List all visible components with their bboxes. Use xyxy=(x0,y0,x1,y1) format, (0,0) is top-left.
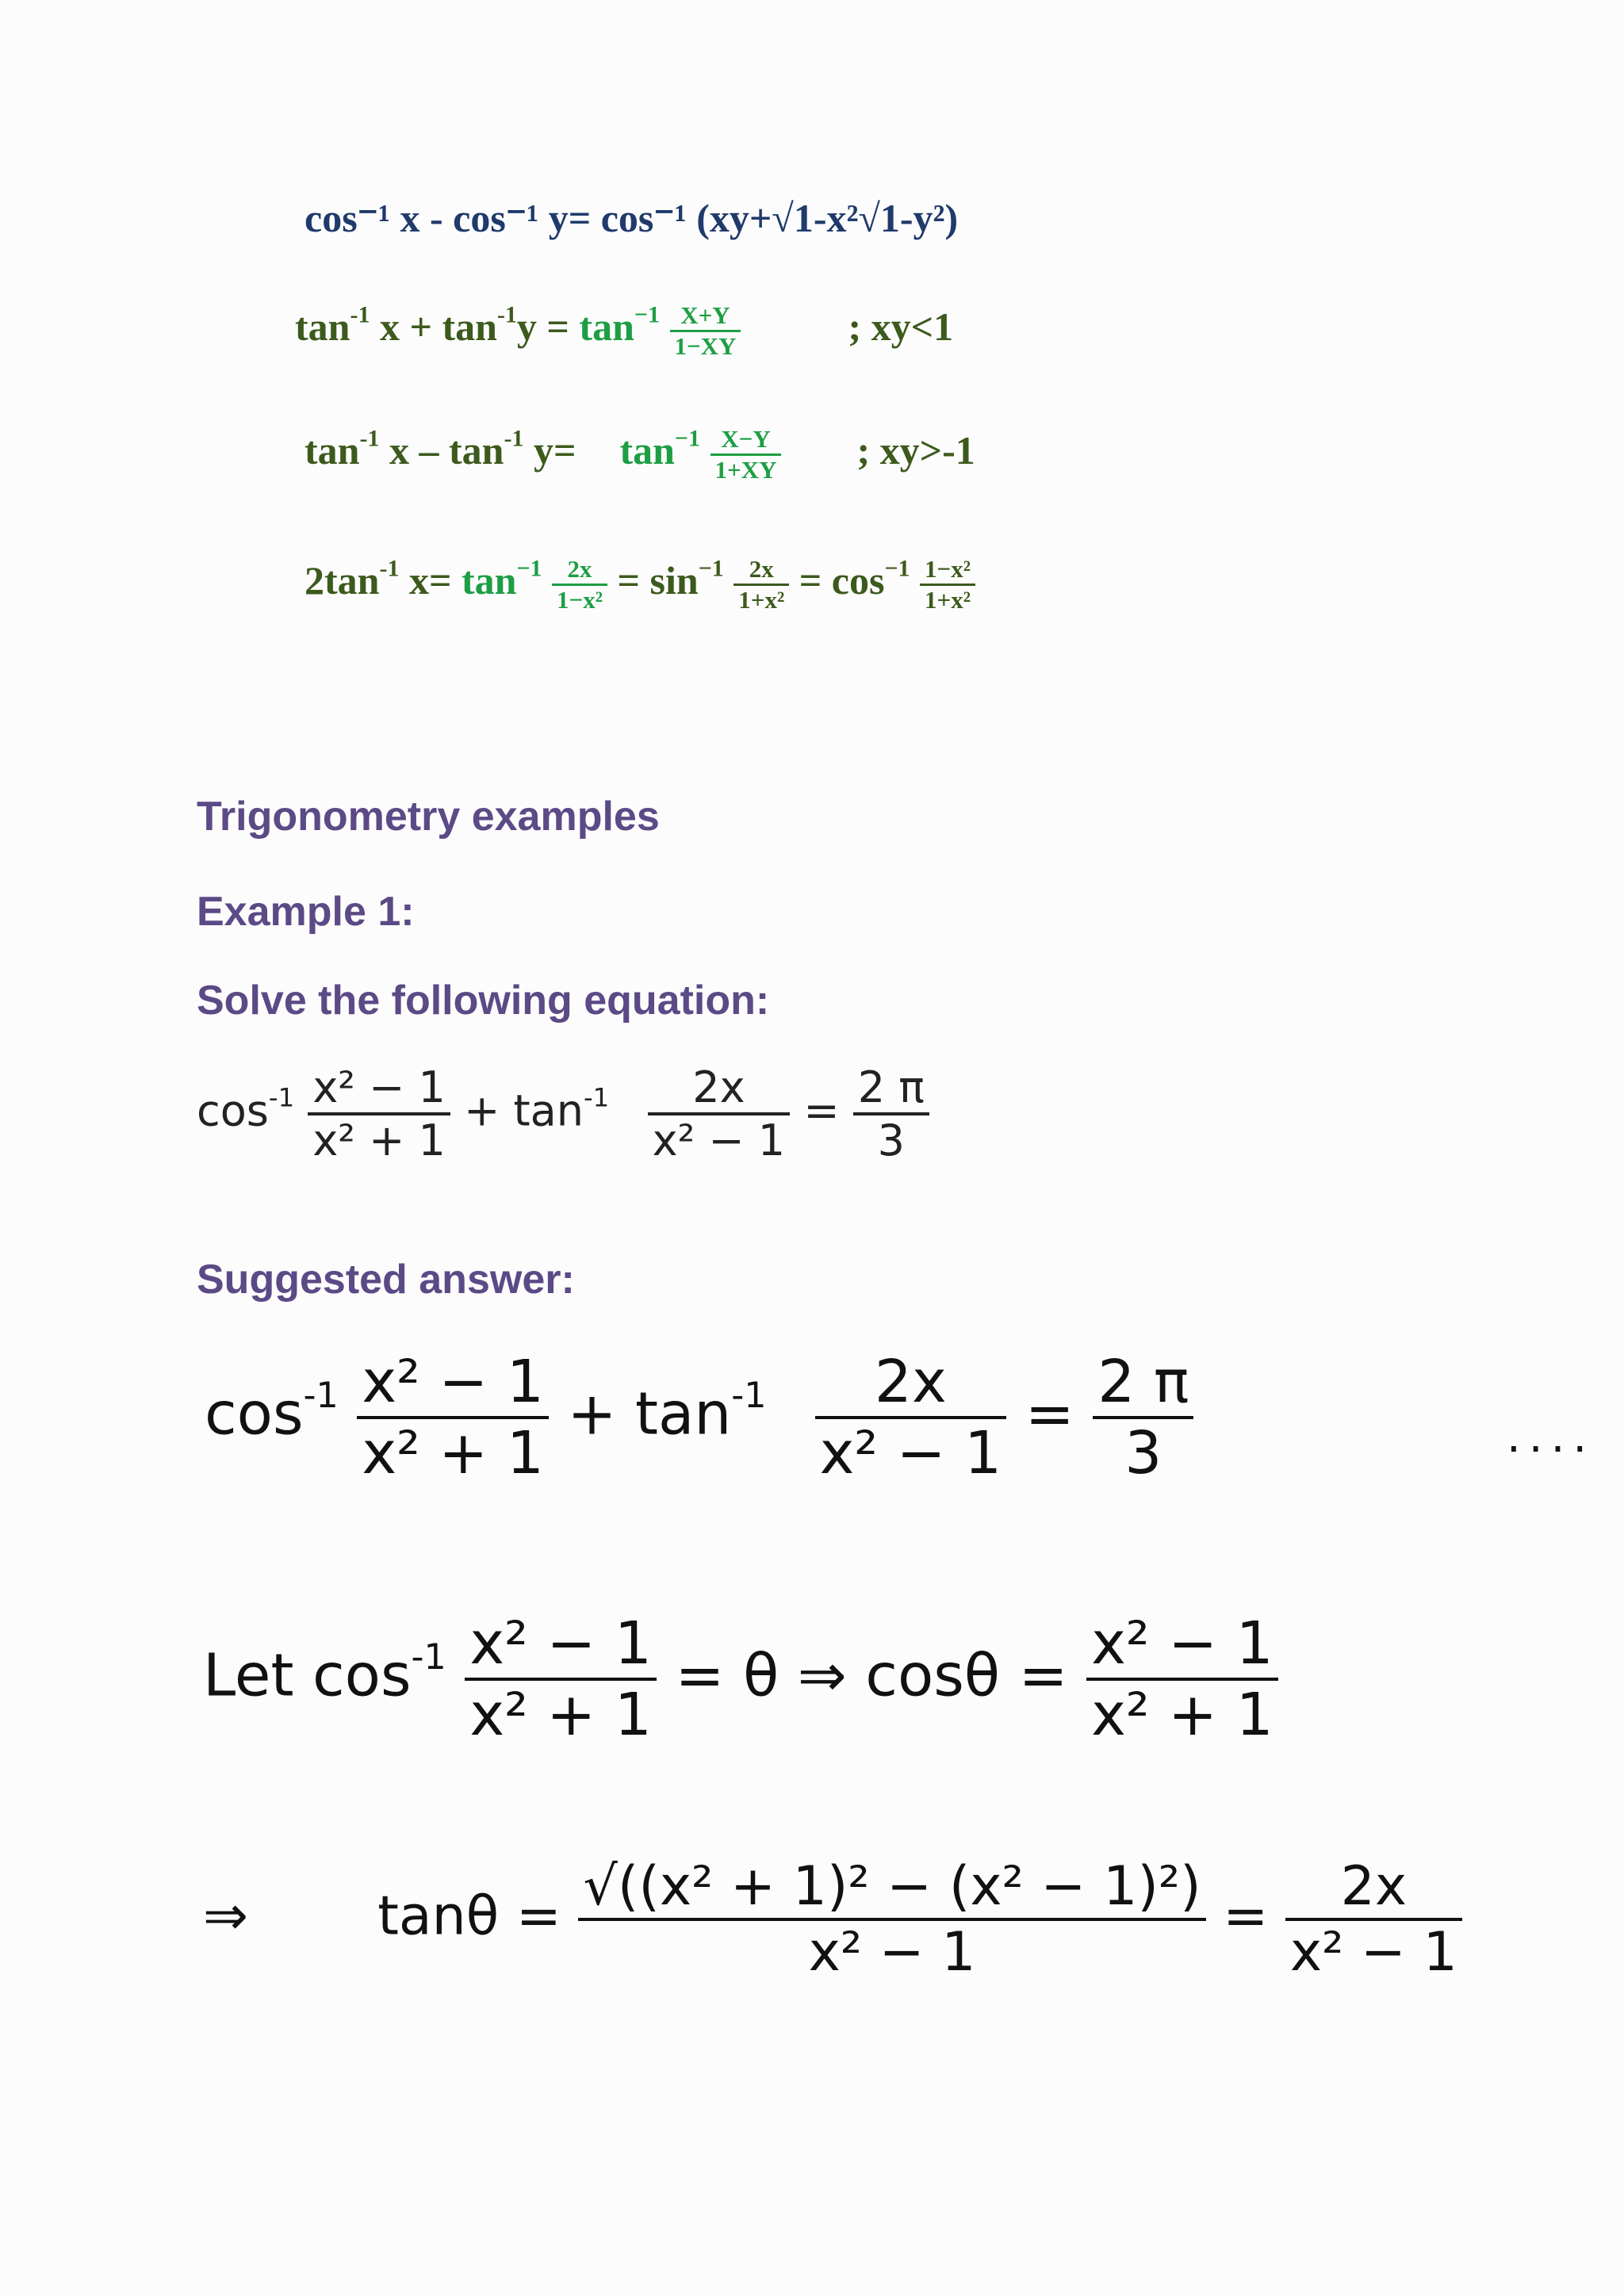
tan-theta-label: tanθ = xyxy=(377,1885,561,1948)
superscript: -1 xyxy=(731,1376,767,1417)
cos-label: cos xyxy=(197,1085,269,1136)
tan-label: + tan xyxy=(464,1085,584,1136)
fraction: $\frac{X-Y}{1+XY}$ xyxy=(710,425,782,484)
fraction: $\frac{2 \pi}{3}$ xyxy=(853,1062,929,1165)
equals-sign: = xyxy=(1025,1380,1074,1448)
equals-sign: = xyxy=(617,557,641,603)
answer-equation-2 xyxy=(203,1609,1278,1749)
equals-sign: = xyxy=(799,557,822,603)
equals-sign: = xyxy=(803,1085,840,1136)
formula-cos-difference: cos⁻¹ x - cos⁻¹ y= cos⁻¹ (xy+√1-x²√1-y²) xyxy=(304,196,959,240)
fraction: $\frac{\text{x² − 1}}{\text{x² + 1}}$ xyxy=(1086,1609,1278,1749)
formula-cos-part: $\cos^{-1}$ $\frac{\text{1−x²}}{\text{1+x²}}$ xyxy=(832,558,975,603)
fraction: $\frac{\text{x² − 1}}{\text{x² + 1}}$ xyxy=(465,1609,657,1749)
formula-tan-sum xyxy=(295,301,953,361)
fraction: $\frac{\text{x² − 1}}{\text{x² + 1}}$ xyxy=(357,1348,549,1487)
formula-lhs: $\tan^{-1} x + \tan^{-1}y$ = xyxy=(295,301,580,349)
fraction: $\frac{2 \pi}{3}$ xyxy=(1093,1348,1193,1487)
fraction: $\frac{\text{1−x²}}{\text{1+x²}}$ xyxy=(920,555,975,614)
answer-equation-3 xyxy=(203,1855,1462,1984)
formula-tan-part: $\tan^{-1}$ $\frac{2x}{\text{1−x²}}$ xyxy=(462,558,618,603)
fraction: $\frac{2x}{\text{1+x²}}$ xyxy=(733,555,789,614)
theta-relation: = θ ⇒ cosθ = xyxy=(675,1641,1068,1710)
implies-arrow: ⇒ xyxy=(203,1885,248,1948)
formula-sin-part: $\sin^{-1}$ $\frac{2x}{\text{1+x²}}$ xyxy=(650,558,799,603)
answer-heading: Suggested answer: xyxy=(197,1257,575,1303)
cos-label: cos xyxy=(205,1380,304,1448)
fraction: $\frac{2x}{\text{x² − 1}}$ xyxy=(648,1062,791,1165)
fraction: $\frac{2x}{\text{x² − 1}}$ xyxy=(815,1348,1007,1487)
formula-rhs: $\tan^{-1}$ $\frac{X+Y}{1-XY}$ xyxy=(579,304,751,349)
answer-equation-1 xyxy=(205,1348,1193,1487)
example-heading: Example 1: xyxy=(197,889,415,935)
superscript: -1 xyxy=(303,1376,339,1417)
formula-tan-difference xyxy=(304,425,975,484)
equation-number-dots: .... xyxy=(1507,1411,1595,1463)
fraction: $\frac{\text{x² − 1}}{\text{x² + 1}}$ xyxy=(308,1062,450,1165)
fraction: $\frac{\text{√((x² + 1)² − (x² − 1)²)}}{\text{x² − 1}}$ xyxy=(578,1855,1205,1984)
superscript: -1 xyxy=(411,1637,446,1678)
formula-lhs: $\tan^{-1} x - \tan^{-1} y=$ xyxy=(304,425,576,473)
formula-rhs: $\tan^{-1}$ $\frac{X-Y}{1+XY}$ xyxy=(619,428,791,473)
fraction: $\frac{2x}{\text{1−x²}}$ xyxy=(552,555,607,614)
formula-condition: ; xy<1 xyxy=(848,304,954,349)
problem-equation xyxy=(197,1062,929,1165)
formula-condition: ; xy>-1 xyxy=(856,427,975,473)
fraction: $\frac{2x}{\text{x² − 1}}$ xyxy=(1285,1855,1462,1984)
equals-sign: = xyxy=(1223,1885,1269,1948)
fraction: $\frac{X+Y}{1-XY}$ xyxy=(670,301,741,361)
formula-double-angle xyxy=(304,555,975,614)
superscript: -1 xyxy=(268,1082,295,1113)
section-heading: Trigonometry examples xyxy=(197,794,660,840)
superscript: -1 xyxy=(583,1082,610,1113)
let-label: Let cos xyxy=(203,1641,412,1710)
instruction-heading: Solve the following equation: xyxy=(197,978,770,1024)
tan-label: + tan xyxy=(567,1380,732,1448)
formula-lhs: $2\tan^{-1}$ x= xyxy=(304,555,462,603)
